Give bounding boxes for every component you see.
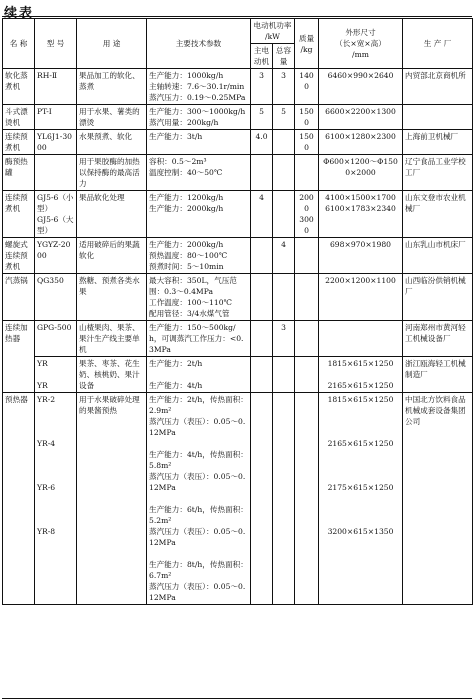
- cell-use: 水果预煮、软化: [77, 130, 147, 155]
- table-row: [3, 69, 473, 105]
- table-row: [3, 321, 473, 357]
- cell-maker: 山东文登市农业机械厂: [403, 191, 473, 238]
- cell-model: [35, 155, 77, 191]
- cell-power-main: 4.0: [251, 130, 273, 155]
- cell-params: 生产能力：1000kg/h 主轴转速：7.6～30.1r/min 蒸汽压力：0.19～0.25MPa: [147, 69, 251, 105]
- header-maker: 生 产 厂: [403, 19, 473, 69]
- cell-maker: 山西临汾供销机械厂: [403, 274, 473, 321]
- cell-use: 用于水果、薯类的漂烫: [77, 105, 147, 130]
- cell-power-main: 4: [251, 191, 273, 238]
- cell-power-main: [251, 155, 273, 191]
- cell-maker: 山东乳山市机床厂: [403, 238, 473, 274]
- cell-power-main: [251, 321, 273, 357]
- cell-mass: 1500: [295, 105, 319, 130]
- table-row: [3, 238, 473, 274]
- cell-power-total: 3: [273, 321, 295, 357]
- header-name: 名 称: [3, 19, 35, 69]
- cell-params: 容积：0.5～2m³ 温度控制：40～50℃: [147, 155, 251, 191]
- cell-dims: [319, 321, 403, 357]
- cell-power-main: 3: [251, 69, 273, 105]
- table-row: [3, 105, 473, 130]
- cell-params: 生产能力：150～500kg/h，可调蒸汽工作压力：<0.3MPa: [147, 321, 251, 357]
- cell-power-main: 5: [251, 105, 273, 130]
- cell-dims: 6600×2200×1300: [319, 105, 403, 130]
- cell-use: 山楂果肉、果茶、果汁生产线主要单机: [77, 321, 147, 357]
- cell-dims: 1815×615×1250 2165×615×1250 2175×615×1250 3200×615×1350: [319, 393, 403, 605]
- cell-name: [3, 357, 35, 393]
- cell-params: 生产能力：2000kg/h 预热温度：80～100℃ 预煮时间：5～10min: [147, 238, 251, 274]
- cell-name: 连续预煮机: [3, 191, 35, 238]
- table-row: [3, 274, 473, 321]
- cell-name: 预热器: [3, 393, 35, 605]
- cell-power-main: [251, 274, 273, 321]
- cell-params: 生产能力：3t/h: [147, 130, 251, 155]
- cell-maker: 河南郑州市黄河轻工机械设备厂: [403, 321, 473, 357]
- cell-use: 用于水果破碎处理的果酱预热: [77, 393, 147, 605]
- cell-name: 连续加热器: [3, 321, 35, 357]
- cell-dims: 698×970×1980: [319, 238, 403, 274]
- cell-maker: [403, 105, 473, 130]
- cell-maker: 浙江瓯海轻工机械制造厂: [403, 357, 473, 393]
- cell-power-total: 5: [273, 105, 295, 130]
- cell-power-total: 4: [273, 238, 295, 274]
- header-params: 主要技术参数: [147, 19, 251, 69]
- cell-model: GPG-500: [35, 321, 77, 357]
- cell-params: 生产能力：300～1000kg/h 蒸汽用量：200kg/h: [147, 105, 251, 130]
- cell-power-main: [251, 357, 273, 393]
- cell-model: YR-2 YR-4 YR-6 YR-8: [35, 393, 77, 605]
- cell-use: 果品加工的软化、蒸煮: [77, 69, 147, 105]
- cell-use: 适用破碎后的果蔬软化: [77, 238, 147, 274]
- top-rule: [2, 16, 472, 17]
- cell-model: YL6J1-3000: [35, 130, 77, 155]
- header-mass: 质量 /kg: [295, 19, 319, 69]
- cell-power-total: [273, 393, 295, 605]
- cell-power-main: [251, 238, 273, 274]
- header-power-total: 总容量: [273, 44, 295, 69]
- cell-mass: 1400: [295, 69, 319, 105]
- cell-dims: 1815×615×1250 2165×615×1250: [319, 357, 403, 393]
- cell-power-total: [273, 130, 295, 155]
- cell-power-total: [273, 274, 295, 321]
- table-row: [3, 191, 473, 238]
- cell-maker: 上海前卫机械厂: [403, 130, 473, 155]
- cell-name: 汽蒸锅: [3, 274, 35, 321]
- cell-dims: 2200×1200×1100: [319, 274, 403, 321]
- header-dims: 外形尺寸 （长×宽×高） /mm: [319, 19, 403, 69]
- table-row: [3, 393, 473, 605]
- continued-label: 续表: [4, 6, 35, 21]
- cell-name: 酶预热罐: [3, 155, 35, 191]
- cell-model: QG350: [35, 274, 77, 321]
- table-row: [3, 357, 473, 393]
- cell-name: 斗式漂烫机: [3, 105, 35, 130]
- cell-model: YR YR: [35, 357, 77, 393]
- cell-use: 熬糖、预煮各类水果: [77, 274, 147, 321]
- header-power: 电动机功率 /kW: [251, 19, 295, 44]
- cell-mass: [295, 155, 319, 191]
- cell-maker: 内贸部北京商机所: [403, 69, 473, 105]
- cell-mass: [295, 238, 319, 274]
- cell-power-total: [273, 191, 295, 238]
- cell-dims: 6460×990×2640: [319, 69, 403, 105]
- cell-mass: 2000 3000: [295, 191, 319, 238]
- table-row: [3, 130, 473, 155]
- cell-power-main: [251, 393, 273, 605]
- cell-mass: [295, 274, 319, 321]
- cell-params: 生产能力：1200kg/h 生产能力：2000kg/h: [147, 191, 251, 238]
- cell-mass: 1500: [295, 130, 319, 155]
- cell-name: 软化蒸煮机: [3, 69, 35, 105]
- cell-model: RH-Ⅱ: [35, 69, 77, 105]
- cell-use: 果品软化处理: [77, 191, 147, 238]
- cell-power-total: [273, 155, 295, 191]
- cell-mass: [295, 357, 319, 393]
- cell-name: 螺旋式连续预煮机: [3, 238, 35, 274]
- equipment-table: [2, 18, 473, 605]
- cell-use: 果茶、枣茶、花生奶、核桃奶、果汁设备: [77, 357, 147, 393]
- cell-params: 最大容积：350L，气压范围：0.3～0.4MPa 工作温度：100～110℃ 配用管径：3/4水煤气管: [147, 274, 251, 321]
- cell-dims: 4100×1500×1700 6100×1783×2340: [319, 191, 403, 238]
- cell-power-total: [273, 357, 295, 393]
- cell-params: 生产能力：2t/h 生产能力：4t/h: [147, 357, 251, 393]
- cell-mass: [295, 321, 319, 357]
- cell-dims: 6100×1280×2300: [319, 130, 403, 155]
- cell-mass: [295, 393, 319, 605]
- cell-name: 连续预煮机: [3, 130, 35, 155]
- cell-params: 生产能力：2t/h，传热面积：2.9m² 蒸汽压力（表压）：0.05～0.12MPa 生产能力：4t/h，传热面积：5.8m² 蒸汽压力（表压）：0.05～0.12MPa 生产能力：6t/h，传热面积：5.2m² 蒸汽压力（表压）：0.05～0.12MPa 生产能力：8t/h，传热面积：6.7m² 蒸汽压力（表压）：0.05～0.12MPa: [147, 393, 251, 605]
- cell-dims: Φ600×1200～Φ1500×2000: [319, 155, 403, 191]
- header-power-main: 主电动机: [251, 44, 273, 69]
- cell-model: GJ5-6（小型） GJ5-6（大型）: [35, 191, 77, 238]
- cell-use: 用于果胶酶的加热以保持酶的最高活力: [77, 155, 147, 191]
- cell-model: YGYZ-2000: [35, 238, 77, 274]
- bottom-rule: [2, 698, 472, 699]
- cell-power-total: 3: [273, 69, 295, 105]
- cell-maker: 中国北方饮料食品机械成套设备集团公司: [403, 393, 473, 605]
- header-model: 型 号: [35, 19, 77, 69]
- cell-maker: 辽宁食品工业学校工厂: [403, 155, 473, 191]
- header-use: 用 途: [77, 19, 147, 69]
- cell-model: PT-Ⅰ: [35, 105, 77, 130]
- table-row: [3, 155, 473, 191]
